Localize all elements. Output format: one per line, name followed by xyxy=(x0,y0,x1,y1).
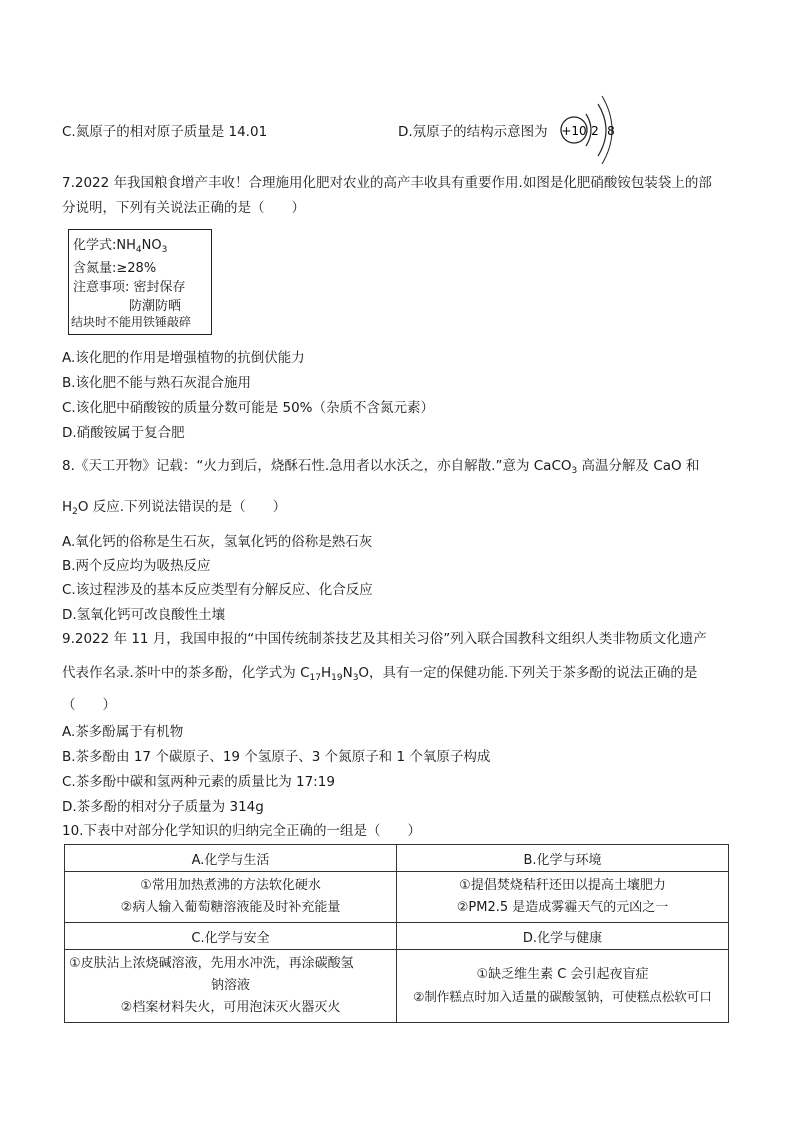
q9-option-c: C.茶多酚中碳和氢两种元素的质量比为 17:19 xyxy=(62,774,335,790)
cell-a-content: ①常用加热煮沸的方法软化硬水 ②病人输入葡萄糖溶液能及时补充能量 xyxy=(65,872,397,923)
cell-d-content: ①缺乏维生素 C 会引起夜盲症 ②制作糕点时加入适量的碳酸氢钠，可使糕点松软可口 xyxy=(397,950,729,1023)
q9-stem-line1: 9.2022 年 11 月，我国申报的“中国传统制茶技艺及其相关习俗”列入联合国教科文组织人类非物质文化遗产 xyxy=(62,631,707,647)
label-formula: 化学式$:NH_4NO_3$ xyxy=(73,238,168,255)
q8-option-a: A.氧化钙的俗称是生石灰，氢氧化钙的俗称是熟石灰 xyxy=(62,534,373,550)
q8-option-b: B.两个反应均为吸热反应 xyxy=(62,558,211,574)
cell-a-title: A.化学与生活 xyxy=(65,845,397,872)
cell-b-title: B.化学与环境 xyxy=(397,845,729,872)
cell-b-content: ①提倡焚烧秸秆还田以提高土壤肥力 ②PM2.5 是造成雾霾天气的元凶之一 xyxy=(397,872,729,923)
q10-stem: 10.下表中对部分化学知识的归纳完全正确的一组是（ ） xyxy=(62,823,421,839)
fertilizer-label-image xyxy=(68,229,212,335)
q7-option-b: B.该化肥不能与熟石灰混合施用 xyxy=(62,375,252,391)
q9-option-d: D.茶多酚的相对分子质量为 314g xyxy=(62,799,264,815)
cell-c-content: ①皮肤沾上浓烧碱溶液，先用水冲洗，再涂碳酸氢 钠溶液 ②档案材料失火，可用泡沫灭火器灭火 xyxy=(65,950,397,1023)
q9-stem-line3: （ ） xyxy=(62,697,116,713)
cell-c-title: C.化学与安全 xyxy=(65,923,397,950)
cell-d-title: D.化学与健康 xyxy=(397,923,729,950)
q8-stem-line2: $H_2O$ 反应.下列说法错误的是（ ） xyxy=(62,499,287,517)
q9-stem-line2: 代表作名录.茶叶中的茶多酚，化学式为 $C_{17}H_{19}N_3O$，具有一定的保健功能.下列关于茶多酚的说法正确的是 xyxy=(62,665,698,683)
q6-option-d: D.氖原子的结构示意图为 xyxy=(398,124,548,140)
knowledge-table xyxy=(64,844,729,1023)
label-notice: 注意事项: 密封保存 xyxy=(73,280,186,295)
q8-option-c: C.该过程涉及的基本反应类型有分解反应、化合反应 xyxy=(62,582,373,598)
q7-stem-line2: 分说明，下列有关说法正确的是（ ） xyxy=(62,200,305,216)
label-nitrogen: 含氮量:≥28% xyxy=(73,261,157,276)
nucleus-charge: +10 xyxy=(561,124,587,138)
label-caking: 结块时不能用铁锤敲碎 xyxy=(71,315,192,329)
neon-atom-structure-diagram xyxy=(552,94,622,164)
shell-2-count: 8 xyxy=(607,124,615,138)
q7-option-a: A.该化肥的作用是增强植物的抗倒伏能力 xyxy=(62,350,305,366)
label-notice-2: 防潮防晒 xyxy=(129,299,182,314)
q7-stem-line1: 7.2022 年我国粮食增产丰收！合理施用化肥对农业的高产丰收具有重要作用.如图是化肥硝酸铵包装袋上的部 xyxy=(62,175,712,191)
shell-1-count: 2 xyxy=(591,124,599,138)
q8-option-d: D.氢氧化钙可改良酸性土壤 xyxy=(62,607,226,623)
q7-option-d: D.硝酸铵属于复合肥 xyxy=(62,425,185,441)
q7-option-c: C.该化肥中硝酸铵的质量分数可能是 50%（杂质不含氮元素） xyxy=(62,400,435,416)
q6-option-c: C.氮原子的相对原子质量是 14.01 xyxy=(62,124,268,140)
q9-option-a: A.茶多酚属于有机物 xyxy=(62,724,184,740)
q8-stem-line1: 8.《天工开物》记载：“火力到后，烧酥石性.急用者以水沃之，亦自解散.”意为 CaCO$_3$ 高温分解及 CaO 和 xyxy=(62,458,700,476)
q9-option-b: B.茶多酚由 17 个碳原子、19 个氢原子、3 个氮原子和 1 个氧原子构成 xyxy=(62,749,491,765)
